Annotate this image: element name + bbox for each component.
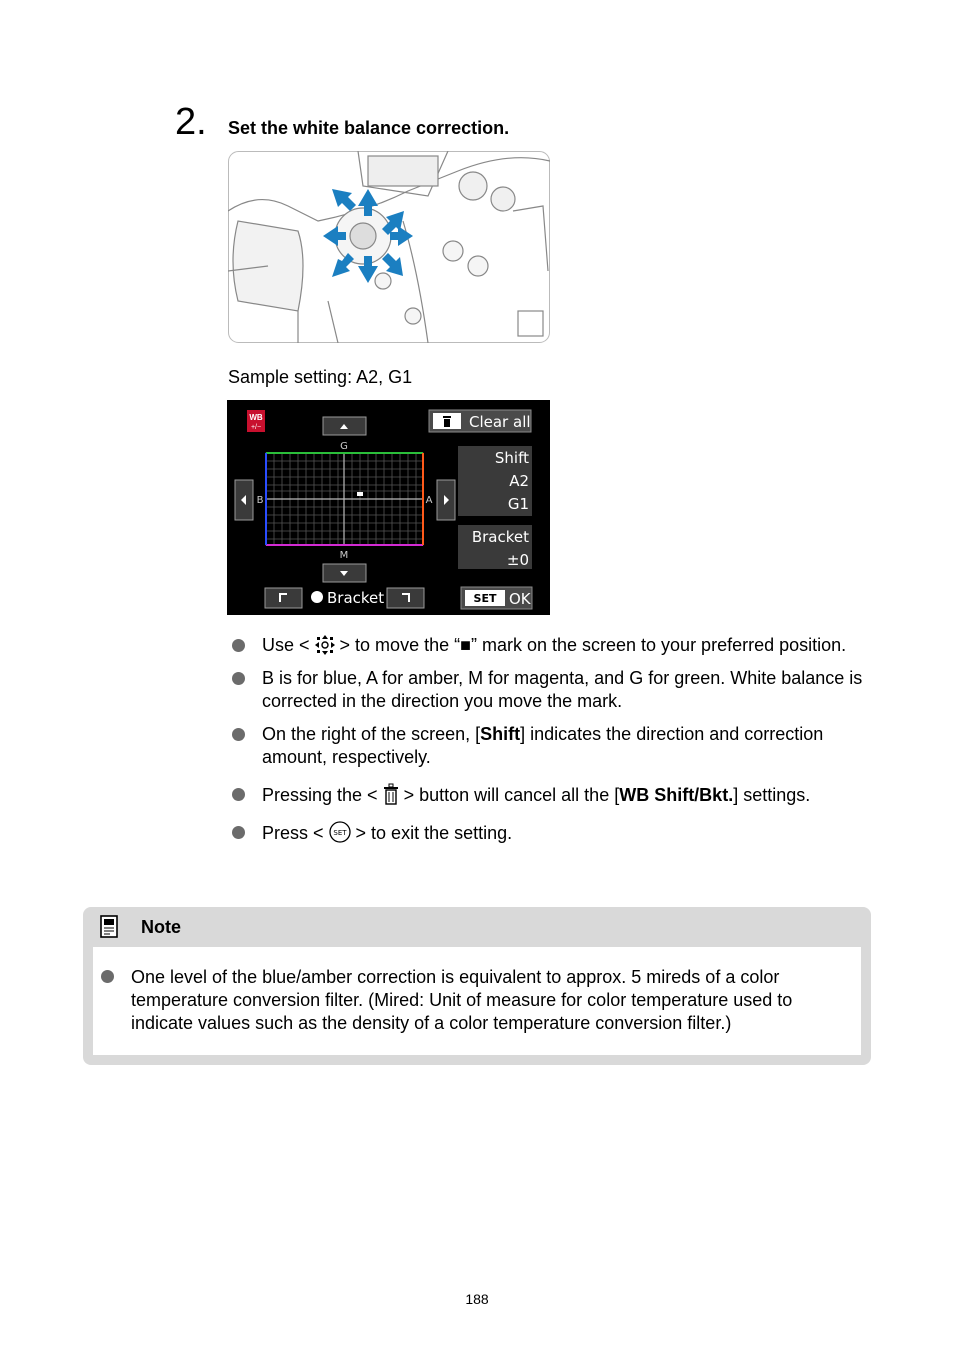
clear-all-button[interactable] <box>429 410 531 432</box>
wb-icon-top: WB <box>249 413 263 422</box>
bullet-icon <box>232 788 245 801</box>
step-number: 2. <box>175 101 207 143</box>
shift-g-value: G1 <box>507 495 529 513</box>
wb-icon-bottom: +/− <box>250 424 262 431</box>
axis-label-a: A <box>425 495 433 506</box>
sample-caption: Sample setting: A2, G1 <box>228 367 413 387</box>
svg-text:SET: SET <box>332 829 347 837</box>
note-icon <box>100 915 120 939</box>
left-button[interactable] <box>235 480 253 520</box>
bullet-icon <box>232 728 245 741</box>
list-item: On the right of the screen, [Shift] indicates the direction and correction amount, respectively. <box>228 723 878 769</box>
page-number: 188 <box>465 1291 489 1307</box>
bullet-icon <box>232 639 245 652</box>
shift-a-value: A2 <box>509 472 529 490</box>
camera-multicontroller-illustration <box>228 151 550 343</box>
wb-shift-mark <box>357 492 363 496</box>
up-button[interactable] <box>323 417 366 435</box>
bracket-label: Bracket <box>471 528 529 546</box>
step-title: Set the white balance correction. <box>228 118 510 138</box>
list-item: B is for blue, A for amber, M for magenta, and G for green. White balance is corrected in the direction you move the mark. <box>228 667 878 713</box>
axis-label-g: G <box>340 441 348 452</box>
axis-label-m: M <box>339 550 349 561</box>
ok-label: OK <box>509 590 531 608</box>
bracket-value: ±0 <box>506 551 529 569</box>
list-item: Press < SET > to exit the setting. <box>228 821 878 845</box>
shift-panel <box>458 446 532 516</box>
wb-shift-screen <box>227 400 550 615</box>
list-item: Use < > to move the “■” mark on the screen to your preferred position. <box>228 634 878 657</box>
set-label: SET <box>473 592 497 605</box>
bullet-icon <box>232 826 245 839</box>
note-text: One level of the blue/amber correction is equivalent to approx. 5 mireds of a color temperature conversion filter. (Mired: Unit of measure for color temperature used to indicate values such as the density of a color temperature conversion filter.) <box>131 967 793 1033</box>
wb-icon <box>247 410 265 432</box>
multi-controller-icon <box>315 635 335 655</box>
bracket-inc-button[interactable] <box>387 588 424 608</box>
instruction-list <box>228 634 878 855</box>
shift-label: Shift <box>494 449 529 467</box>
right-button[interactable] <box>437 480 455 520</box>
bullet-icon <box>232 672 245 685</box>
trash-icon <box>383 783 399 805</box>
down-button[interactable] <box>323 564 366 582</box>
bullet-icon <box>101 970 114 983</box>
set-button-icon <box>329 821 351 843</box>
note-heading: Note <box>141 917 181 937</box>
clear-all-label: Clear all <box>469 413 531 431</box>
axis-label-b: B <box>256 495 264 506</box>
dial-icon <box>311 591 323 603</box>
trash-icon <box>443 416 451 427</box>
set-ok-button[interactable] <box>461 587 532 609</box>
bracket-dec-button[interactable] <box>265 588 302 608</box>
bottom-bracket-label: Bracket <box>327 589 385 607</box>
bracket-panel <box>458 525 532 569</box>
list-item: Pressing the < > button will cancel all the [WB Shift/Bkt.] settings. <box>228 783 878 807</box>
